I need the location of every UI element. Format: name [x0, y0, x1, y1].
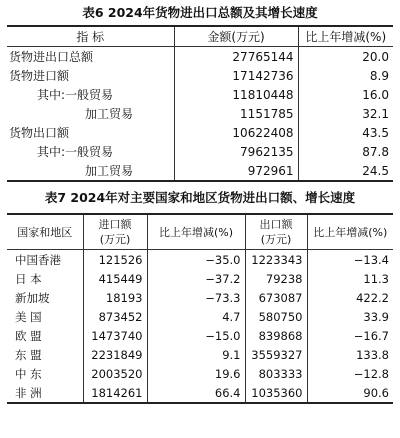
table6-cell-amount: 11810448 [174, 85, 298, 104]
trade-total-table [7, 25, 393, 182]
table6-cell-indicator: 其中:一般贸易 [37, 145, 114, 159]
table7-cell-export: 1223343 [245, 250, 307, 270]
table6-cell-indicator: 货物进口额 [9, 69, 70, 83]
table7-header-import-line1: 进口额 [98, 218, 132, 231]
table6-row [7, 85, 393, 104]
table7-cell-export-change: −16.7 [307, 326, 393, 345]
table7-cell-export-change: 11.3 [307, 269, 393, 288]
table7-cell-region: 新加坡 [15, 290, 50, 305]
table7-cell-export: 580750 [245, 307, 307, 326]
table7-header-region: 国家和地区 [7, 214, 83, 250]
table7-cell-import-change: 66.4 [147, 383, 245, 403]
table7-cell-export-change: −13.4 [307, 250, 393, 270]
table7-row [7, 250, 393, 270]
table6-cell-amount: 1151785 [174, 104, 298, 123]
table7-cell-export-change: 422.2 [307, 288, 393, 307]
table7-header-import [83, 214, 147, 250]
table7-cell-export: 803333 [245, 364, 307, 383]
table7-header-export-line2: (万元) [260, 233, 292, 246]
table6-header-amount: 金额(万元) [174, 26, 298, 47]
table7-cell-import: 873452 [83, 307, 147, 326]
table6-cell-change: 24.5 [298, 161, 393, 181]
table7-cell-import: 2231849 [83, 345, 147, 364]
table6-cell-change: 16.0 [298, 85, 393, 104]
table7-header-import-line2: (万元) [99, 233, 131, 246]
table6-cell-amount: 972961 [174, 161, 298, 181]
table6-cell-amount: 27765144 [174, 47, 298, 67]
table6-cell-amount: 10622408 [174, 123, 298, 142]
table7-cell-region: 中国香港 [15, 252, 61, 267]
table6-cell-change: 20.0 [298, 47, 393, 67]
table6-row [7, 161, 393, 181]
table7-cell-import-change: −37.2 [147, 269, 245, 288]
table7-cell-region: 欧 盟 [15, 328, 42, 343]
table6-cell-change: 8.9 [298, 66, 393, 85]
table7-cell-export: 1035360 [245, 383, 307, 403]
table6-header-change: 比上年增减(%) [298, 26, 393, 47]
table6-cell-indicator: 货物出口额 [9, 126, 70, 140]
table6-row [7, 47, 393, 67]
table7-cell-region: 日 本 [15, 271, 42, 286]
table7-cell-export-change: 33.9 [307, 307, 393, 326]
table7-cell-region: 东 盟 [15, 347, 42, 362]
table7-cell-import-change: −73.3 [147, 288, 245, 307]
table7-cell-export: 79238 [245, 269, 307, 288]
trade-by-region-table [7, 213, 393, 404]
table6-cell-indicator: 其中:一般贸易 [37, 88, 114, 102]
table6-title: 表6 2024年货物进出口总额及其增长速度 [82, 5, 318, 20]
table7-cell-import: 1473740 [83, 326, 147, 345]
table7-row [7, 269, 393, 288]
table7-cell-export: 3559327 [245, 345, 307, 364]
table7-cell-region: 非 洲 [15, 385, 42, 400]
table6-header-row [7, 26, 393, 47]
table7-title: 表7 2024年对主要国家和地区货物进出口额、增长速度 [44, 190, 356, 205]
table7-header-export [245, 214, 307, 250]
table6-row [7, 66, 393, 85]
table7-cell-import: 2003520 [83, 364, 147, 383]
table7-cell-import: 121526 [83, 250, 147, 270]
table6-cell-amount: 7962135 [174, 142, 298, 161]
table7-header-row [7, 214, 393, 250]
table7-row [7, 345, 393, 364]
table6-cell-change: 32.1 [298, 104, 393, 123]
table7-header-export-line1: 出口额 [259, 218, 293, 231]
table7-row [7, 383, 393, 403]
table7-cell-region: 美 国 [15, 309, 42, 324]
table7-cell-import-change: 19.6 [147, 364, 245, 383]
table7-cell-export: 839868 [245, 326, 307, 345]
table7-cell-import-change: −15.0 [147, 326, 245, 345]
table7-cell-import-change: −35.0 [147, 250, 245, 270]
table6-cell-indicator: 货物进出口总额 [9, 50, 94, 64]
table7-row [7, 326, 393, 345]
table6-header-indicator: 指 标 [7, 26, 174, 47]
table6-cell-amount: 17142736 [174, 66, 298, 85]
table6-row [7, 123, 393, 142]
table7-row [7, 288, 393, 307]
table7-cell-import-change: 4.7 [147, 307, 245, 326]
table6-cell-change: 43.5 [298, 123, 393, 142]
table7-cell-export: 673087 [245, 288, 307, 307]
table7-cell-import: 18193 [83, 288, 147, 307]
table7-header-export-change: 比上年增减(%) [307, 214, 393, 250]
table7-cell-region: 中 东 [15, 366, 42, 381]
table6-cell-indicator: 加工贸易 [85, 164, 134, 178]
table6-row [7, 142, 393, 161]
table7-cell-export-change: −12.8 [307, 364, 393, 383]
table7-cell-export-change: 90.6 [307, 383, 393, 403]
table7-cell-import: 1814261 [83, 383, 147, 403]
table6-body [7, 47, 393, 182]
table7-body [7, 250, 393, 404]
table7-row [7, 364, 393, 383]
table6-cell-indicator: 加工贸易 [85, 107, 134, 121]
table7-header-import-change: 比上年增减(%) [147, 214, 245, 250]
table7-cell-export-change: 133.8 [307, 345, 393, 364]
table6-cell-change: 87.8 [298, 142, 393, 161]
table6-row [7, 104, 393, 123]
table7-cell-import-change: 9.1 [147, 345, 245, 364]
table7-cell-import: 415449 [83, 269, 147, 288]
table7-row [7, 307, 393, 326]
